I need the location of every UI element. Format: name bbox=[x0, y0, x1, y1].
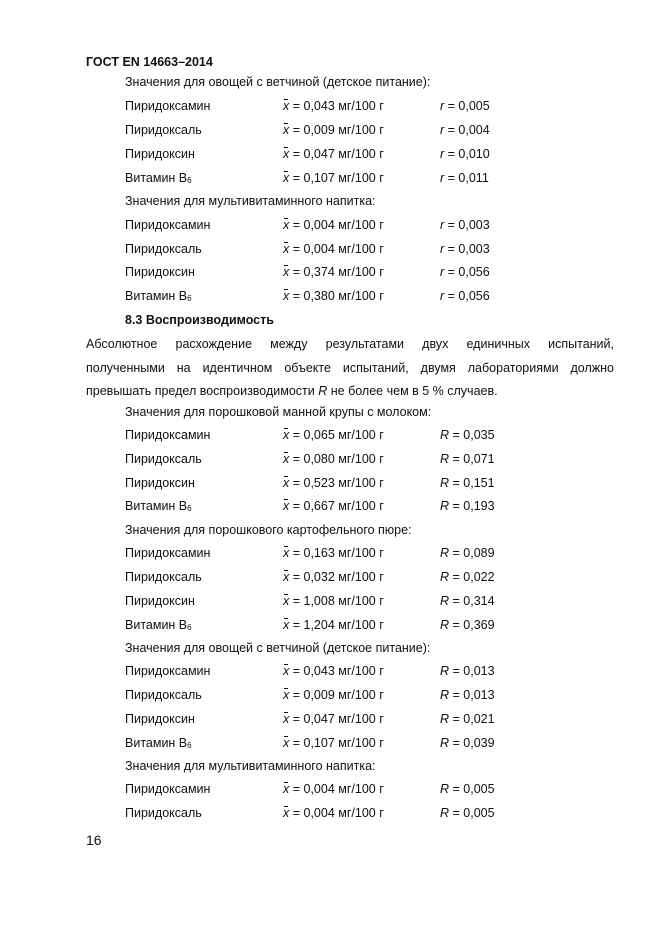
substance-name: Пиридоксин bbox=[125, 712, 195, 726]
value-row bbox=[0, 736, 661, 752]
value-row bbox=[0, 452, 661, 468]
group-heading: Значения для порошкового картофельного пюре: bbox=[125, 523, 412, 537]
mean-value: x = 0,047 мг/100 г bbox=[283, 147, 384, 161]
value-row bbox=[0, 664, 661, 680]
mean-number: 0,667 bbox=[303, 499, 335, 513]
limit-number: 0,056 bbox=[458, 265, 490, 279]
value-row bbox=[0, 499, 661, 515]
mean-value: x = 0,080 мг/100 г bbox=[283, 452, 384, 466]
mean-value: x = 0,107 мг/100 г bbox=[283, 171, 384, 185]
limit-number: 0,021 bbox=[463, 712, 495, 726]
limit-symbol: R bbox=[440, 736, 450, 750]
substance-name: Пиридоксин bbox=[125, 265, 195, 279]
substance-name: Пиридоксаль bbox=[125, 123, 202, 137]
reproducibility-limit: R = 0,193 bbox=[440, 499, 495, 513]
limit-number: 0,005 bbox=[458, 99, 490, 113]
mean-symbol: x bbox=[283, 782, 290, 796]
value-row bbox=[0, 99, 661, 115]
mean-symbol: x bbox=[283, 618, 290, 632]
value-row bbox=[0, 546, 661, 562]
repeatability-limit: r = 0,003 bbox=[440, 218, 490, 232]
limit-number: 0,193 bbox=[463, 499, 495, 513]
mean-number: 0,004 bbox=[303, 806, 335, 820]
substance-name: Пиридоксамин bbox=[125, 218, 211, 232]
value-row bbox=[0, 428, 661, 444]
group-heading: Значения для овощей с ветчиной (детское питание): bbox=[125, 641, 431, 655]
page-number: 16 bbox=[86, 832, 102, 848]
mean-symbol: x bbox=[283, 289, 290, 303]
subscript-6: 6 bbox=[187, 176, 192, 185]
limit-symbol: r bbox=[440, 289, 445, 303]
limit-symbol: r bbox=[440, 123, 445, 137]
repeatability-limit: r = 0,056 bbox=[440, 265, 490, 279]
value-row bbox=[0, 806, 661, 822]
mean-number: 0,080 bbox=[303, 452, 335, 466]
reproducibility-limit: R = 0,005 bbox=[440, 806, 495, 820]
paragraph-line-3-after: не более чем в 5 % случаев. bbox=[330, 384, 498, 398]
mean-symbol: x bbox=[283, 452, 290, 466]
limit-symbol: R bbox=[440, 452, 450, 466]
limit-symbol: r bbox=[440, 242, 445, 256]
mean-value: x = 1,008 мг/100 г bbox=[283, 594, 384, 608]
limit-symbol: R bbox=[440, 618, 450, 632]
mean-symbol: x bbox=[283, 570, 290, 584]
limit-symbol: r bbox=[440, 265, 445, 279]
value-row bbox=[0, 218, 661, 234]
value-row bbox=[0, 242, 661, 258]
mean-value: x = 0,380 мг/100 г bbox=[283, 289, 384, 303]
value-row bbox=[0, 594, 661, 610]
reproducibility-limit: R = 0,013 bbox=[440, 688, 495, 702]
paragraph-line-3-before: превышать предел воспроизводимости bbox=[86, 384, 315, 398]
mean-value: x = 0,004 мг/100 г bbox=[283, 242, 384, 256]
value-row bbox=[0, 171, 661, 187]
mean-number: 0,009 bbox=[303, 688, 335, 702]
repeatability-limit: r = 0,003 bbox=[440, 242, 490, 256]
mean-value: x = 0,009 мг/100 г bbox=[283, 123, 384, 137]
group-heading: Значения для порошковой манной крупы с молоком: bbox=[125, 405, 432, 419]
substance-name: Пиридоксаль bbox=[125, 688, 202, 702]
limit-number: 0,039 bbox=[463, 736, 495, 750]
subscript-6: 6 bbox=[187, 623, 192, 632]
reproducibility-limit: R = 0,021 bbox=[440, 712, 495, 726]
mean-value: x = 0,065 мг/100 г bbox=[283, 428, 384, 442]
substance-name: Пиридоксин bbox=[125, 594, 195, 608]
mean-value: x = 0,107 мг/100 г bbox=[283, 736, 384, 750]
mean-number: 1,008 bbox=[303, 594, 335, 608]
mean-symbol: x bbox=[283, 428, 290, 442]
reproducibility-limit: R = 0,071 bbox=[440, 452, 495, 466]
mean-symbol: x bbox=[283, 242, 290, 256]
mean-number: 0,032 bbox=[303, 570, 335, 584]
reproducibility-limit: R = 0,035 bbox=[440, 428, 495, 442]
limit-symbol: r bbox=[440, 147, 445, 161]
mean-symbol: x bbox=[283, 265, 290, 279]
mean-value: x = 0,009 мг/100 г bbox=[283, 688, 384, 702]
mean-symbol: x bbox=[283, 664, 290, 678]
mean-value: x = 0,374 мг/100 г bbox=[283, 265, 384, 279]
mean-value: x = 1,204 мг/100 г bbox=[283, 618, 384, 632]
limit-number: 0,035 bbox=[463, 428, 495, 442]
mean-symbol: x bbox=[283, 712, 290, 726]
substance-name: Витамин $В_6$ bbox=[125, 736, 192, 750]
mean-symbol: x bbox=[283, 499, 290, 513]
mean-number: 0,004 bbox=[303, 242, 335, 256]
mean-number: 0,043 bbox=[303, 664, 335, 678]
limit-number: 0,022 bbox=[463, 570, 495, 584]
value-row bbox=[0, 618, 661, 634]
reproducibility-limit: R = 0,369 bbox=[440, 618, 495, 632]
mean-symbol: x bbox=[283, 123, 290, 137]
substance-name: Пиридоксамин bbox=[125, 664, 211, 678]
subscript-6: 6 bbox=[187, 741, 192, 750]
mean-value: x = 0,163 мг/100 г bbox=[283, 546, 384, 560]
mean-symbol: x bbox=[283, 546, 290, 560]
document-header: ГОСТ EN 14663–2014 bbox=[86, 55, 213, 69]
mean-value: x = 0,032 мг/100 г bbox=[283, 570, 384, 584]
reproducibility-limit: R = 0,013 bbox=[440, 664, 495, 678]
limit-symbol: R bbox=[440, 476, 450, 490]
limit-number: 0,004 bbox=[458, 123, 490, 137]
group-heading: Значения для мультивитаминного напитка: bbox=[125, 194, 376, 208]
value-row bbox=[0, 712, 661, 728]
value-row bbox=[0, 147, 661, 163]
mean-number: 0,009 bbox=[303, 123, 335, 137]
limit-number: 0,013 bbox=[463, 664, 495, 678]
repeatability-limit: r = 0,010 bbox=[440, 147, 490, 161]
substance-name: Пиридоксаль bbox=[125, 242, 202, 256]
repeatability-limit: r = 0,004 bbox=[440, 123, 490, 137]
mean-value: x = 0,043 мг/100 г bbox=[283, 664, 384, 678]
paragraph-line-3-var: R bbox=[318, 384, 328, 398]
mean-number: 0,523 bbox=[303, 476, 335, 490]
limit-symbol: R bbox=[440, 594, 450, 608]
substance-name: Витамин $В_6$ bbox=[125, 499, 192, 513]
mean-number: 0,107 bbox=[303, 736, 335, 750]
reproducibility-limit: R = 0,022 bbox=[440, 570, 495, 584]
limit-symbol: R bbox=[440, 546, 450, 560]
repeatability-limit: r = 0,011 bbox=[440, 171, 489, 185]
mean-number: 0,065 bbox=[303, 428, 335, 442]
value-row bbox=[0, 782, 661, 798]
limit-number: 0,151 bbox=[463, 476, 495, 490]
limit-number: 0,314 bbox=[463, 594, 495, 608]
value-row bbox=[0, 123, 661, 139]
value-row bbox=[0, 570, 661, 586]
mean-value: x = 0,004 мг/100 г bbox=[283, 782, 384, 796]
limit-number: 0,071 bbox=[463, 452, 495, 466]
substance-name: Пиридоксамин bbox=[125, 99, 211, 113]
limit-symbol: R bbox=[440, 499, 450, 513]
mean-symbol: x bbox=[283, 99, 290, 113]
paragraph-line-2: полученными на идентичном объекте испытаний, двумя лабораториями должно bbox=[86, 361, 614, 375]
reproducibility-limit: R = 0,089 bbox=[440, 546, 495, 560]
limit-symbol: R bbox=[440, 782, 450, 796]
mean-symbol: x bbox=[283, 736, 290, 750]
mean-symbol: x bbox=[283, 171, 290, 185]
paragraph-line-3 bbox=[86, 384, 498, 398]
mean-value: x = 0,667 мг/100 г bbox=[283, 499, 384, 513]
mean-value: x = 0,004 мг/100 г bbox=[283, 218, 384, 232]
substance-name: Пиридоксамин bbox=[125, 428, 211, 442]
group-heading: Значения для овощей с ветчиной (детское питание): bbox=[125, 75, 431, 89]
mean-number: 0,004 bbox=[303, 782, 335, 796]
limit-number: 0,013 bbox=[463, 688, 495, 702]
mean-number: 0,107 bbox=[303, 171, 335, 185]
reproducibility-limit: R = 0,005 bbox=[440, 782, 495, 796]
limit-number: 0,056 bbox=[458, 289, 490, 303]
limit-symbol: R bbox=[440, 712, 450, 726]
limit-symbol: R bbox=[440, 570, 450, 584]
mean-number: 0,047 bbox=[303, 712, 335, 726]
paragraph-line-1: Абсолютное расхождение между результатами двух единичных испытаний, bbox=[86, 337, 614, 351]
limit-symbol: R bbox=[440, 428, 450, 442]
mean-value: x = 0,047 мг/100 г bbox=[283, 712, 384, 726]
mean-value: x = 0,004 мг/100 г bbox=[283, 806, 384, 820]
limit-number: 0,005 bbox=[463, 782, 495, 796]
limit-number: 0,003 bbox=[458, 242, 490, 256]
substance-name: Пиридоксин bbox=[125, 147, 195, 161]
limit-number: 0,369 bbox=[463, 618, 495, 632]
mean-number: 0,047 bbox=[303, 147, 335, 161]
mean-number: 0,043 bbox=[303, 99, 335, 113]
mean-symbol: x bbox=[283, 594, 290, 608]
subscript-6: 6 bbox=[187, 504, 192, 513]
substance-name: Витамин $В_6$ bbox=[125, 289, 192, 303]
value-row bbox=[0, 688, 661, 704]
subscript-6: 6 bbox=[187, 294, 192, 303]
limit-number: 0,010 bbox=[458, 147, 490, 161]
repeatability-limit: r = 0,056 bbox=[440, 289, 490, 303]
mean-value: x = 0,043 мг/100 г bbox=[283, 99, 384, 113]
mean-value: x = 0,523 мг/100 г bbox=[283, 476, 384, 490]
mean-number: 0,163 bbox=[303, 546, 335, 560]
substance-name: Пиридоксамин bbox=[125, 546, 211, 560]
mean-number: 0,374 bbox=[303, 265, 335, 279]
mean-number: 0,380 bbox=[303, 289, 335, 303]
substance-name: Пиридоксамин bbox=[125, 782, 211, 796]
value-row bbox=[0, 265, 661, 281]
mean-symbol: x bbox=[283, 218, 290, 232]
repeatability-limit: r = 0,005 bbox=[440, 99, 490, 113]
group-heading: Значения для мультивитаминного напитка: bbox=[125, 759, 376, 773]
limit-symbol: R bbox=[440, 688, 450, 702]
limit-number: 0,005 bbox=[463, 806, 495, 820]
value-row bbox=[0, 289, 661, 305]
substance-name: Пиридоксаль bbox=[125, 452, 202, 466]
mean-number: 1,204 bbox=[303, 618, 335, 632]
substance-name: Витамин $В_6$ bbox=[125, 618, 192, 632]
section-title: 8.3 Воспроизводимость bbox=[125, 313, 274, 327]
limit-number: 0,089 bbox=[463, 546, 495, 560]
limit-number: 0,011 bbox=[458, 171, 489, 185]
substance-name: Пиридоксаль bbox=[125, 806, 202, 820]
value-row bbox=[0, 476, 661, 492]
substance-name: Пиридоксаль bbox=[125, 570, 202, 584]
reproducibility-limit: R = 0,314 bbox=[440, 594, 495, 608]
limit-symbol: r bbox=[440, 99, 445, 113]
substance-name: Витамин $В_6$ bbox=[125, 171, 192, 185]
limit-symbol: r bbox=[440, 171, 445, 185]
substance-name: Пиридоксин bbox=[125, 476, 195, 490]
reproducibility-limit: R = 0,151 bbox=[440, 476, 495, 490]
mean-number: 0,004 bbox=[303, 218, 335, 232]
mean-symbol: x bbox=[283, 147, 290, 161]
limit-symbol: R bbox=[440, 806, 450, 820]
mean-symbol: x bbox=[283, 806, 290, 820]
limit-number: 0,003 bbox=[458, 218, 490, 232]
mean-symbol: x bbox=[283, 476, 290, 490]
limit-symbol: R bbox=[440, 664, 450, 678]
limit-symbol: r bbox=[440, 218, 445, 232]
reproducibility-limit: R = 0,039 bbox=[440, 736, 495, 750]
mean-symbol: x bbox=[283, 688, 290, 702]
